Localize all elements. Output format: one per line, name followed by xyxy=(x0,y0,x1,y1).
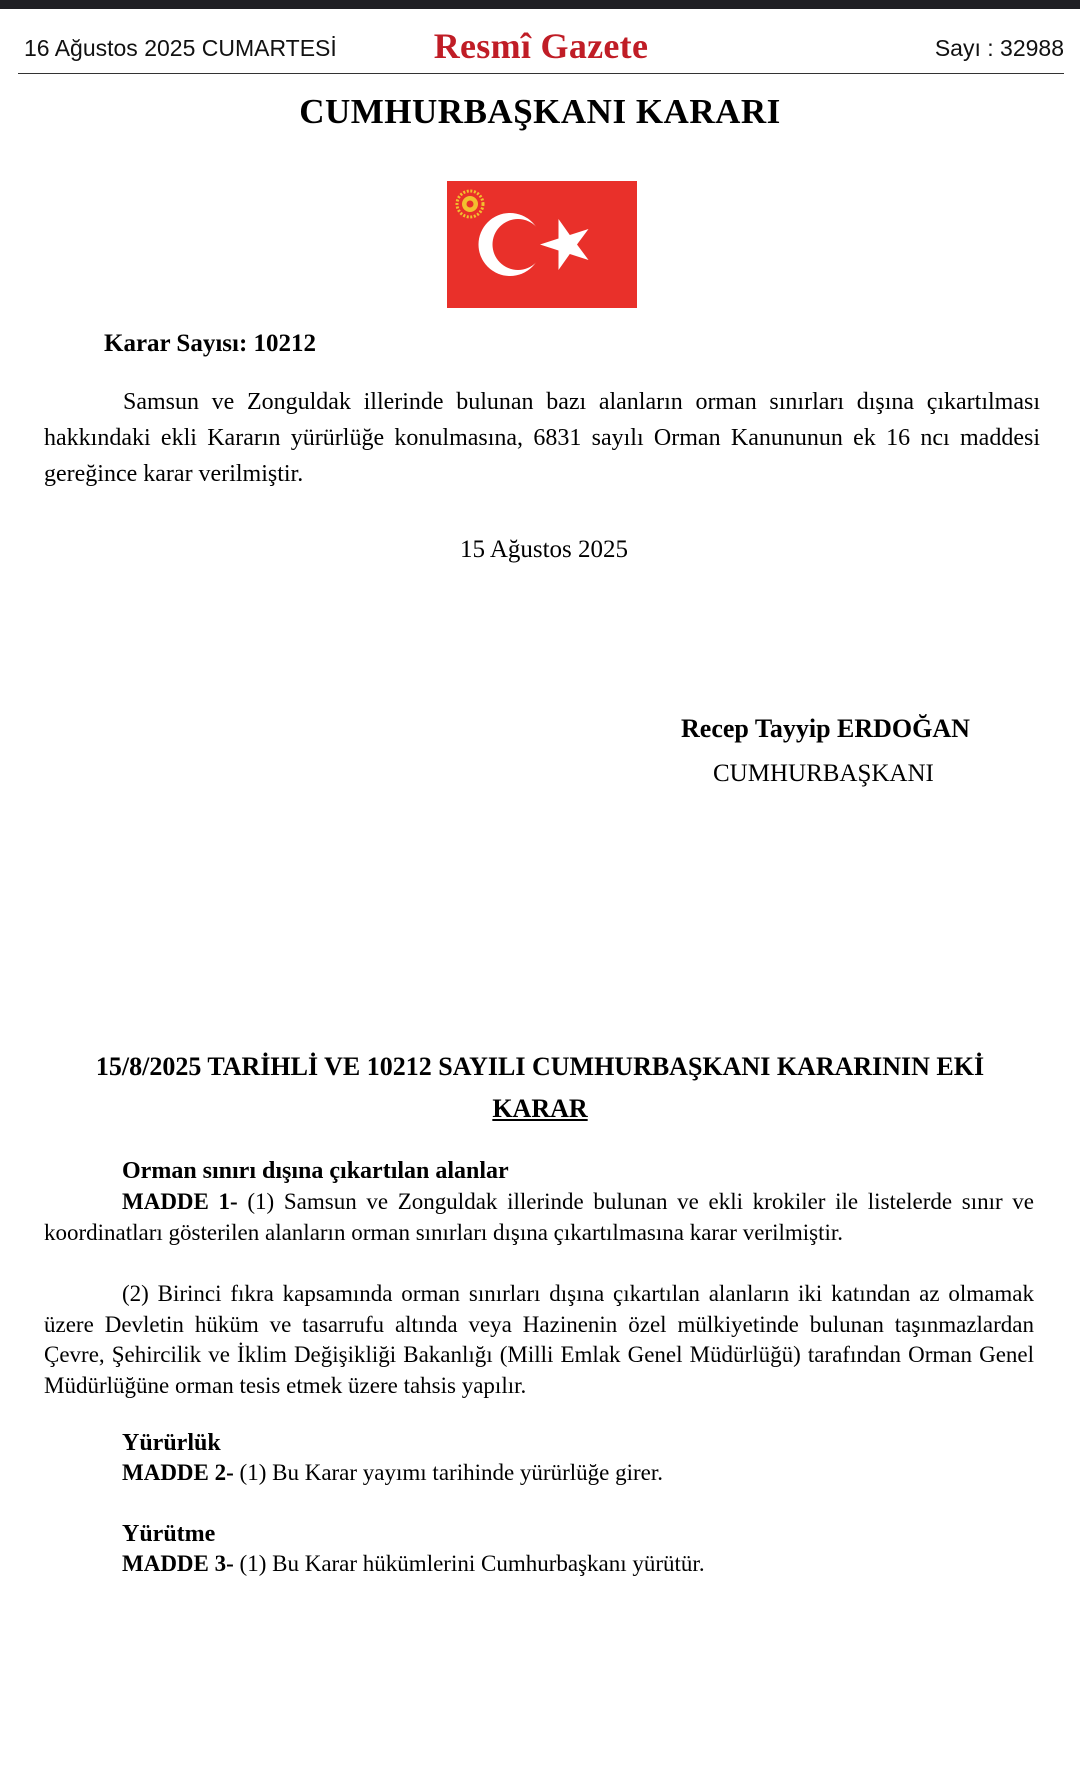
article-1-paragraph-1-text: (1) Samsun ve Zonguldak illerinde bulunan ve ekli krokiler ile listelerde sınır ve koordinatları gösterilen alanların orman sınırları dışına çıkartılmasına karar verilmiştir. xyxy=(44,1189,1035,1245)
annex-title-line-1: 15/8/2025 TARİHLİ VE 10212 SAYILI CUMHURBAŞKANI KARARININ EKİ xyxy=(95,1052,985,1081)
issue-number: Sayı : 32988 xyxy=(934,35,1064,61)
article-2-label: MADDE 2- xyxy=(122,1460,234,1485)
article-3-label: MADDE 3- xyxy=(122,1551,234,1576)
signer-title: CUMHURBAŞKANI xyxy=(713,760,934,787)
article-2-paragraph-1-text: (1) Bu Karar yayımı tarihinde yürürlüğe girer. xyxy=(239,1460,663,1485)
annex-title xyxy=(30,1046,1050,1130)
article-3-heading: Yürütme xyxy=(122,1521,216,1547)
decree-text: Samsun ve Zonguldak illerinde bulunan bazı alanların orman sınırları dışına çıkartılması hakkındaki ekli Kararın yürürlüğe konulmasına, 6831 sayılı Orman Kanununun ek 16 ncı maddesi gereğince karar verilmiştir. xyxy=(44,389,1040,487)
decree-number: Karar Sayısı: 10212 xyxy=(104,330,317,357)
article-2-paragraph-1 xyxy=(122,1460,663,1486)
header-date: 16 Ağustos 2025 CUMARTESİ xyxy=(24,35,337,61)
article-1-paragraph-2: (2) Birinci fıkra kapsamında orman sınırları dışına çıkartılan alanların iki katından az olmamak üzere Devletin hüküm ve tasarrufu altında veya Hazinenin özel mülkiyetinde bulunan taşınmazlardan Çevre, Şehircilik ve İklim Değişikliği Bakanlığı (Milli Emlak Genel Müdürlüğü) tarafından Orman Genel Müdürlüğüne orman tesis etmek üzere tahsis yapılır. xyxy=(44,1281,1034,1398)
article-1-heading: Orman sınırı dışına çıkartılan alanlar xyxy=(122,1158,509,1184)
decree-date: 15 Ağustos 2025 xyxy=(459,536,629,563)
article-3-paragraph-1 xyxy=(122,1551,705,1577)
top-bar xyxy=(0,0,1080,9)
article-2-heading: Yürürlük xyxy=(122,1430,221,1456)
article-1-paragraph-1 xyxy=(44,1187,1034,1248)
document-title: CUMHURBAŞKANI KARARI xyxy=(299,92,781,131)
signer-name: Recep Tayyip ERDOĞAN xyxy=(681,714,970,743)
gazette-title: Resmî Gazete xyxy=(433,26,649,66)
gazette-header xyxy=(18,9,1064,74)
turkish-flag-icon xyxy=(447,181,637,308)
article-1-label: MADDE 1- xyxy=(122,1189,238,1214)
article-3-paragraph-1-text: (1) Bu Karar hükümlerini Cumhurbaşkanı yürütür. xyxy=(239,1551,705,1576)
annex-title-line-2: KARAR xyxy=(492,1094,588,1123)
